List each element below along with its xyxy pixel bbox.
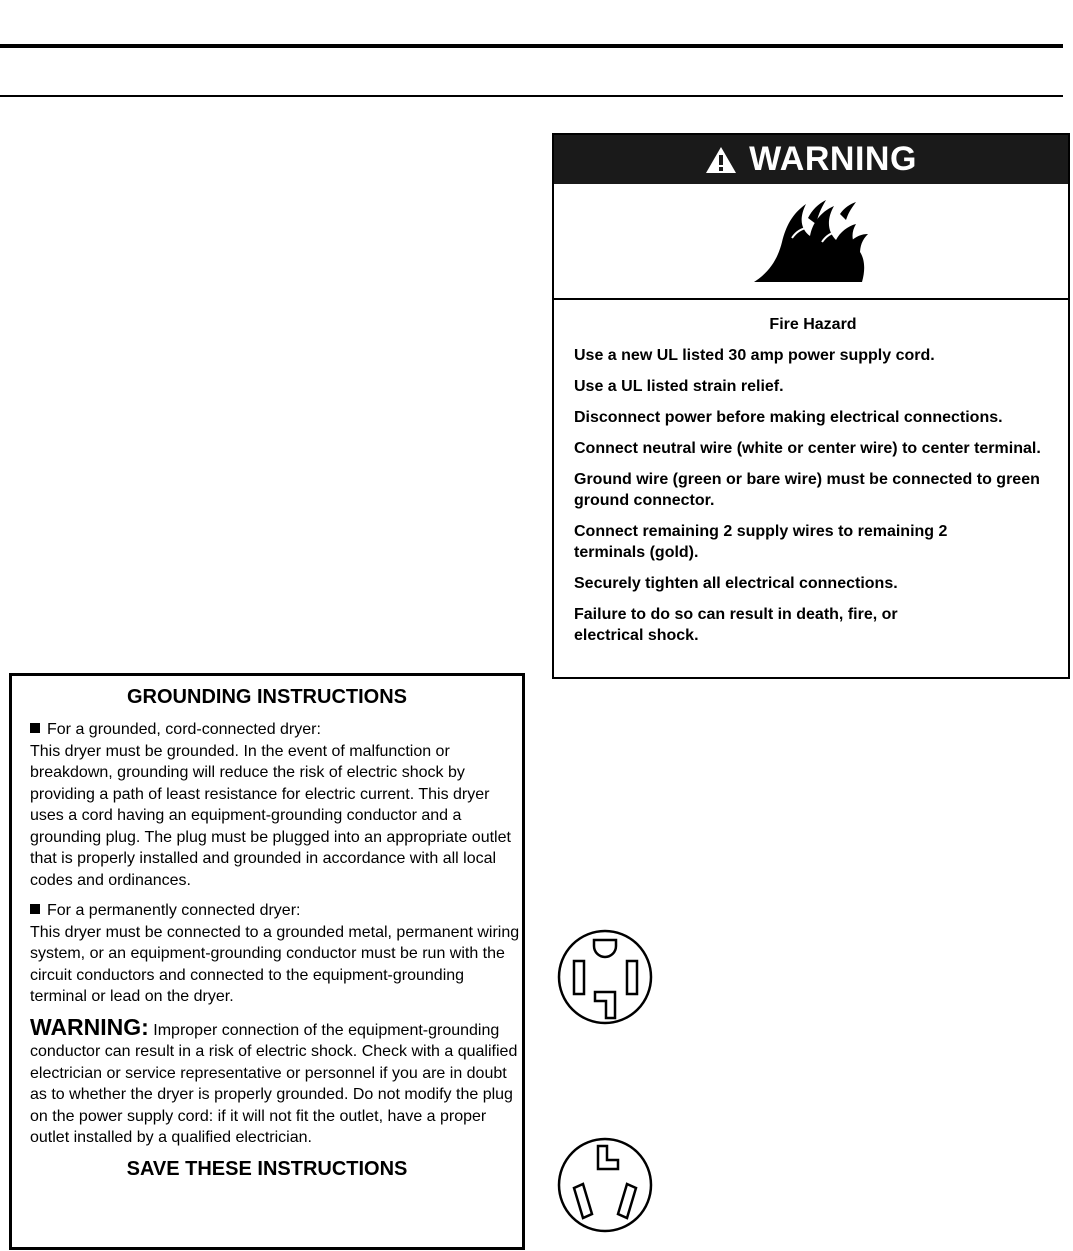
fire-hazard-warning-box [552, 133, 1070, 679]
warning-line: Use a new UL listed 30 amp power supply cord. [574, 347, 935, 364]
bullet-label: For a grounded, cord-connected dryer: [47, 721, 321, 738]
bullet-text: This dryer must be grounded. In the event of malfunction or breakdown, grounding will reduce the risk of electric shock by providing a path of least resistance for electric current. This dryer uses a cord having an equipment-grounding conductor and a grounding plug. The plug must be plugged into an appropriate outlet that is properly installed and grounded in accordance with all local codes and ordinances. [30, 742, 511, 889]
bullet-text: This dryer must be connected to a grounded metal, permanent wiring system, or an equipment-grounding conductor must be run with the circuit conductors and connected to the equipment-grounding terminal or lead on the dryer. [30, 923, 520, 1005]
warning-line: Ground wire (green or bare wire) must be connected to green ground connector. [574, 471, 1040, 509]
warning-line: Failure to do so can result in death, fire, or electrical shock. [574, 606, 898, 644]
three-wire-outlet-icon [556, 1136, 654, 1234]
warning-line: Connect remaining 2 supply wires to remaining 2 terminals (gold). [574, 523, 948, 561]
warning-line: Disconnect power before making electrical connections. [574, 409, 1003, 426]
header-rule-thick [0, 44, 1063, 48]
save-instructions: SAVE THESE INSTRUCTIONS [126, 1157, 408, 1180]
grounding-title: GROUNDING INSTRUCTIONS [127, 686, 407, 708]
warning-line: Securely tighten all electrical connections. [574, 575, 898, 592]
bullet-square-icon [30, 723, 40, 733]
bullet-label: For a permanently connected dryer: [47, 902, 301, 919]
fire-icon [752, 198, 870, 284]
warning-label: WARNING: [30, 1013, 149, 1040]
warning-title: WARNING [749, 140, 917, 178]
warning-header [554, 135, 1068, 184]
header-rule-thin [0, 95, 1063, 97]
grounding-instructions-box [9, 673, 525, 1250]
warning-line: Connect neutral wire (white or center wire) to center terminal. [574, 440, 1041, 457]
warning-body [554, 300, 1068, 646]
warning-text: Improper connection of the equipment-grounding conductor can result in a risk of electric shock. Check with a qualified electrician or service representative or personnel if you are in doubt as to whether the dryer is properly grounded. Do not modify the plug on the power supply cord: if it will not fit the outlet, have a proper outlet installed by a qualified electrician. [30, 1021, 518, 1146]
warning-line: Use a UL listed strain relief. [574, 378, 784, 395]
fire-hazard-title: Fire Hazard [769, 316, 857, 333]
four-wire-outlet-icon [556, 928, 654, 1026]
grounding-warning [30, 1013, 522, 1149]
fire-icon-area [554, 184, 1068, 300]
permanent-connection-section [30, 900, 522, 1008]
grounded-cord-section [30, 719, 522, 891]
warning-triangle-icon [705, 146, 737, 174]
bullet-square-icon [30, 904, 40, 914]
